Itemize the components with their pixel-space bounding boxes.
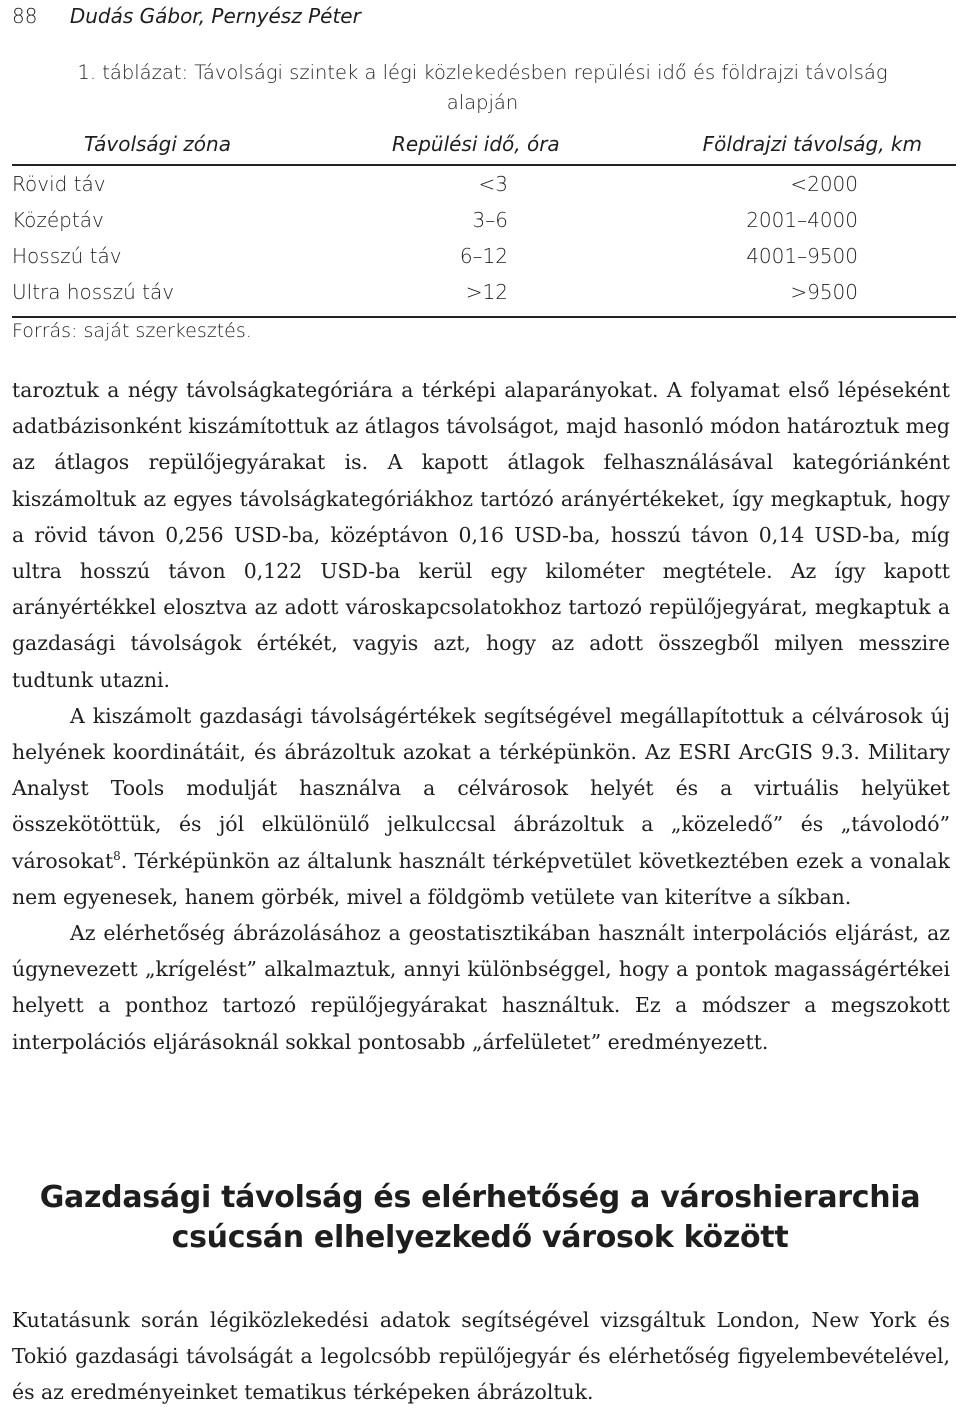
- column-header-zone: Távolsági zóna: [84, 132, 231, 156]
- table-bottom-rule: [12, 316, 956, 318]
- distance-table: [12, 128, 956, 318]
- table-cell: Rövid táv: [12, 172, 106, 196]
- footnote-marker[interactable]: 8: [113, 848, 121, 863]
- table-cell: >12: [465, 280, 508, 304]
- paragraph: Kutatásunk során légiközlekedési adatok segítségével vizsgáltuk London, New York és Tokió gazdasági távolságát a legolcsóbb repülőjegyár és elérhetőség figyelembevételével, és az eredményeinket tematikus térképeken ábrázoltuk.: [12, 1308, 950, 1405]
- section-heading: [0, 1178, 960, 1258]
- table-caption: 1. táblázat: Távolsági szintek a légi közlekedésben repülési idő és földrajzi távolság alapján: [77, 61, 888, 114]
- table-cell: 3–6: [472, 208, 508, 232]
- table-row: [12, 166, 956, 202]
- table-cell: <3: [478, 172, 508, 196]
- table-cell: 2001–4000: [746, 208, 858, 232]
- page-number: 88: [12, 4, 38, 28]
- column-header-flight-time: Repülési idő, óra: [392, 132, 560, 156]
- table-cell: Ultra hosszú táv: [12, 280, 175, 304]
- table-source-note: Forrás: saját szerkesztés.: [12, 320, 252, 342]
- table-row: [12, 274, 956, 310]
- table-cell: Középtáv: [12, 208, 104, 232]
- section-heading-line: Gazdasági távolság és elérhetőség a városhierarchia: [39, 1180, 921, 1215]
- table-row: [12, 238, 956, 274]
- table-cell: <2000: [790, 172, 858, 196]
- running-head-authors: Dudás Gábor, Pernyész Péter: [69, 4, 361, 28]
- page-header: [12, 4, 361, 28]
- paragraph-text: A kiszámolt gazdasági távolságértékek segítségével megállapítottuk a célvárosok új helyének koordinátáit, és ábrázoltuk azokat a térképünkön. Az ESRI ArcGIS 9.3. Military Analyst Tools modulját használva a célvárosok helyét és a virtuális helyüket összekötöttük, és jól elkülönülő jelkulccsal ábrázoltuk a „közeledő” és „távolodó” városokat: [12, 703, 950, 873]
- table-header-row: [12, 128, 956, 166]
- table-cell: 4001–9500: [746, 244, 858, 268]
- column-header-distance: Földrajzi távolság, km: [702, 132, 922, 156]
- table-cell: Hosszú táv: [12, 244, 122, 268]
- paragraph: Az elérhetőség ábrázolásához a geostatisztikában használt interpolációs eljárást, az úgynevezett „krígelést” alkalmaztuk, annyi különbséggel, hogy a pontok magasságértékei helyett a ponthoz tartozó repülőjegyárakat használtuk. Ez a módszer a megszokott interpolációs eljárásoknál sokkal pontosabb „árfelületet” eredményezett.: [12, 921, 950, 1054]
- section-body: [12, 1302, 950, 1411]
- body-text: [12, 372, 950, 1060]
- section-heading-line: csúcsán elhelyezkedő városok között: [171, 1220, 789, 1255]
- table-row: [12, 202, 956, 238]
- table-cell: 6–12: [459, 244, 508, 268]
- paragraph: [12, 698, 950, 915]
- paragraph: taroztuk a négy távolságkategóriára a térképi alaparányokat. A folyamat első lépéseként adatbázisonként kiszámítottuk az átlagos távolságot, majd hasonló módon határoztuk meg az átlagos repülőjegyárakat is. A kapott átlagok felhasználásával kategóriánként kiszámoltuk az egyes távolságkategóriákhoz tartózó arányértékeket, így megkaptuk, hogy a rövid távon 0,256 USD-ba, középtávon 0,16 USD-ba, hosszú távon 0,14 USD-ba, míg ultra hosszú távon 0,122 USD-ba kerül egy kilométer megtétele. Az így kapott arányértékkel elosztva az adott városkapcsolatokhoz tartozó repülőjegyárat, megkaptuk a gazdasági távolságok értékét, vagyis azt, hogy az adott összegből milyen messzire tudtunk utazni.: [12, 378, 950, 692]
- table-cell: >9500: [790, 280, 858, 304]
- paragraph-text: . Térképünkön az általunk használt térképvetület következtében ezek a vonalak nem egyenesek, hanem görbék, mivel a földgömb vetülete van kiterítve a síkban.: [12, 848, 950, 909]
